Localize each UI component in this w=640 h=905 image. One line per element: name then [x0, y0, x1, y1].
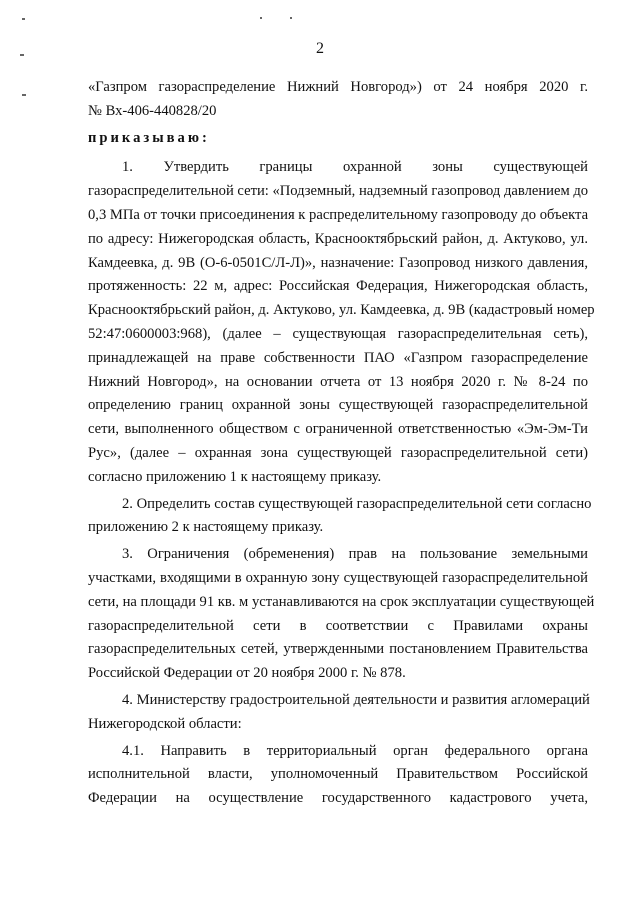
scan-mark — [290, 17, 292, 19]
text-line: исполнительной власти, уполномоченный Правительством Российской — [88, 766, 588, 783]
item-2 — [88, 493, 592, 541]
text-line: 4. Министерству градостроительной деятельности и развития агломераций — [122, 691, 590, 708]
text-line: 4.1. Направить в территориальный орган федерального органа — [122, 742, 588, 759]
text-line: газораспределительной сети в соответствии с Правилами охраны — [88, 617, 588, 634]
item-3 — [88, 543, 595, 686]
item-1 — [88, 156, 595, 489]
scan-mark — [260, 17, 262, 19]
text-line: 2. Определить состав существующей газораспределительной сети согласно — [122, 495, 592, 512]
text-line: Федерации на осуществление государственного кадастрового учета, — [88, 790, 588, 807]
document-body — [88, 76, 595, 811]
scan-mark — [22, 94, 26, 96]
page-number: 2 — [316, 40, 324, 57]
text-line: приложению 2 к настоящему приказу. — [88, 519, 324, 536]
text-line: Камдеевка, д. 9В (О-6-0501С/Л-Л)», назначение: Газопровод низкого давления, — [88, 254, 588, 271]
item-4 — [88, 689, 588, 737]
text-line: протяженность: 22 м, адрес: Российская Федерация, Нижегородская область, — [88, 278, 588, 295]
text-line: № Вх-406-440828/20 — [88, 102, 217, 119]
scan-mark — [22, 18, 25, 20]
text-line: сети, на площади 91 кв. м устанавливаются на срок эксплуатации существующей — [88, 593, 595, 610]
text-line: Рус», (далее – охранная зона существующей газораспределительной сети) — [88, 444, 588, 461]
text-line: 3. Ограничения (обременения) прав на пользование земельными — [122, 546, 588, 563]
text-line: сети, выполненного обществом с ограниченной ответственностью «Эм-Эм-Ти — [88, 421, 588, 438]
text-line: принадлежащей на праве собственности ПАО «Газпром газораспределение — [88, 349, 588, 366]
text-line: Краснооктябрьский район, д. Актуково, ул. Камдеевка, д. 9В (кадастровый номер — [88, 302, 595, 319]
text-line: 0,3 МПа от точки присоединения к распределительному газопроводу до объекта — [88, 206, 589, 223]
item-4-1 — [88, 740, 588, 811]
text-line: по адресу: Нижегородская область, Краснооктябрьский район, д. Актуково, ул. — [88, 230, 588, 247]
text-line: 1. Утвердить границы охранной зоны существующей — [122, 159, 588, 176]
text-line: участками, входящими в охранную зону существующей газораспределительной — [88, 569, 588, 586]
text-line: Нижний Новгород», на основании отчета от 13 ноября 2020 г. № 8-24 по — [88, 373, 588, 390]
text-line: «Газпром газораспределение Нижний Новгород») от 24 ноября 2020 г. — [88, 79, 588, 95]
text-line: определению границ охранной зоны существующей газораспределительной — [88, 397, 588, 414]
text-line: 52:47:0600003:968), (далее – существующая газораспределительная сеть), — [88, 325, 588, 342]
header-paragraph — [88, 76, 588, 124]
text-line: газораспределительных сетей, утвержденными постановлением Правительства — [88, 641, 588, 658]
text-line: Нижегородской области: — [88, 715, 242, 732]
order-word: приказываю: — [88, 129, 210, 146]
text-line: Российской Федерации от 20 ноября 2000 г. № 878. — [88, 665, 406, 682]
text-line: согласно приложению 1 к настоящему приказу. — [88, 468, 382, 485]
text-line: газораспределительной сети: «Подземный, надземный газопровод давлением до — [88, 183, 589, 200]
